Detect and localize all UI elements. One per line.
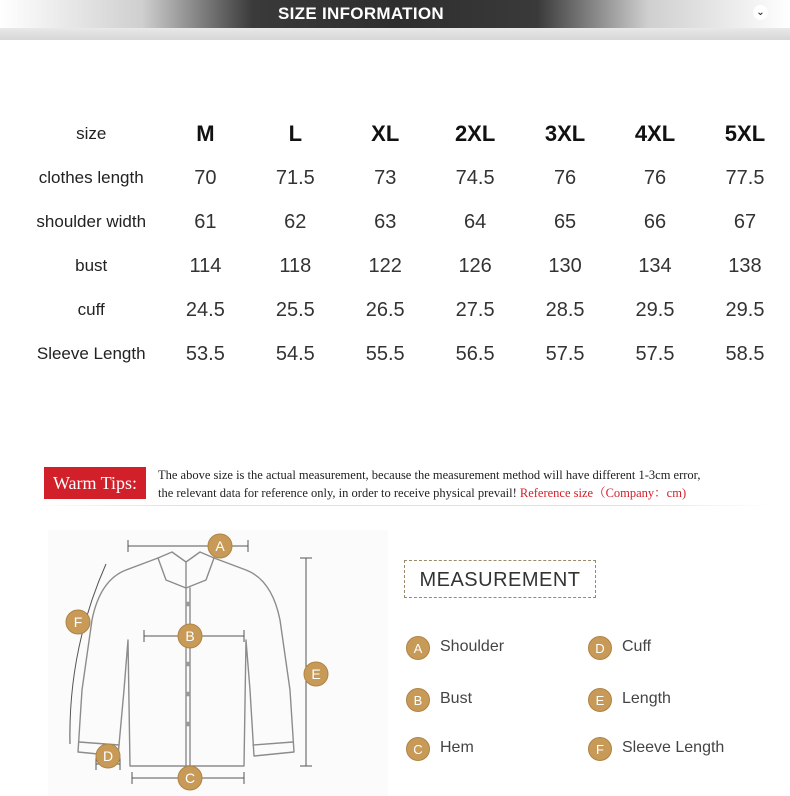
size-table xyxy=(22,112,790,376)
table-cell: 25.5 xyxy=(275,298,315,321)
column-header: 4XL xyxy=(634,121,676,146)
table-cell: 29.5 xyxy=(725,298,765,321)
warm-tips-badge: Warm Tips: xyxy=(44,467,146,499)
legend-marker: C xyxy=(406,737,430,761)
reference-note: Reference size（Company：cm) xyxy=(519,486,687,500)
table-cell: 63 xyxy=(374,210,397,233)
table-cell: 57.5 xyxy=(635,342,675,365)
table-cell: 64 xyxy=(464,210,487,233)
legend-label: Bust xyxy=(440,690,473,707)
table-cell: 76 xyxy=(643,166,667,189)
marker-F xyxy=(66,610,90,634)
row-label: shoulder width xyxy=(36,212,147,231)
table-cell: 70 xyxy=(194,166,217,189)
row-label: bust xyxy=(75,256,108,275)
row-label: clothes length xyxy=(38,168,144,187)
marker-C xyxy=(178,766,202,790)
table-cell: 74.5 xyxy=(455,166,495,189)
table-cell: 65 xyxy=(553,210,577,233)
legend-marker: F xyxy=(588,737,612,761)
table-cell: 54.5 xyxy=(275,342,315,365)
row-label: Sleeve Length xyxy=(36,344,146,363)
shirt-illustration xyxy=(48,530,388,796)
table-row xyxy=(22,156,790,200)
marker-E xyxy=(304,662,328,686)
svg-text:C: C xyxy=(184,770,196,786)
table-cell: 130 xyxy=(548,254,582,277)
svg-text:D: D xyxy=(102,748,114,764)
table-cell: 53.5 xyxy=(185,342,225,365)
legend-label: Cuff xyxy=(622,638,652,655)
table-row xyxy=(22,200,790,244)
legend-marker: A xyxy=(406,636,430,660)
tips-line-2: the relevant data for reference only, in order to receive physical prevail! xyxy=(158,486,517,500)
measurement-title: MEASUREMENT xyxy=(404,560,596,598)
table-cell: 58.5 xyxy=(725,342,765,365)
column-header: 2XL xyxy=(454,121,496,146)
legend-label: Hem xyxy=(440,739,474,756)
marker-A xyxy=(208,534,232,558)
table-cell: 29.5 xyxy=(635,298,675,321)
table-cell: 126 xyxy=(458,254,492,277)
table-cell: 57.5 xyxy=(545,342,585,365)
divider xyxy=(30,505,770,506)
marker-B xyxy=(178,624,202,648)
table-cell: 56.5 xyxy=(455,342,495,365)
column-header: M xyxy=(196,121,215,146)
legend-marker: E xyxy=(588,688,612,712)
column-header: XL xyxy=(371,121,400,146)
legend-marker: D xyxy=(588,636,612,660)
table-row xyxy=(22,244,790,288)
tips-line-1: The above size is the actual measurement, because the measurement method will have different 1-3cm error, xyxy=(158,468,701,482)
table-cell: 27.5 xyxy=(455,298,495,321)
row-label: cuff xyxy=(77,300,105,319)
tips-line-2-wrap xyxy=(158,484,778,502)
chevron-down-icon[interactable]: ⌄ xyxy=(753,5,768,20)
column-header: 5XL xyxy=(724,121,766,146)
column-header: 3XL xyxy=(544,121,586,146)
legend-label: Shoulder xyxy=(440,638,505,655)
shirt-diagram xyxy=(48,530,388,796)
table-cell: 62 xyxy=(284,210,307,233)
table-cell: 66 xyxy=(643,210,667,233)
table-row xyxy=(22,288,790,332)
table-cell: 26.5 xyxy=(365,298,405,321)
page-title: SIZE INFORMATION xyxy=(278,4,444,23)
table-cell: 61 xyxy=(194,210,217,233)
table-cell: 71.5 xyxy=(275,166,315,189)
svg-text:B: B xyxy=(185,628,195,644)
marker-D xyxy=(96,744,120,768)
table-cell: 118 xyxy=(279,254,312,277)
table-row xyxy=(22,332,790,376)
table-cell: 138 xyxy=(728,254,762,277)
table-cell: 77.5 xyxy=(725,166,765,189)
table-header-row xyxy=(22,112,790,156)
warm-tips-text xyxy=(158,466,778,502)
table-cell: 114 xyxy=(189,254,222,277)
svg-text:F: F xyxy=(73,614,83,630)
svg-text:A: A xyxy=(215,538,225,554)
header-banner xyxy=(0,0,790,40)
column-header: size xyxy=(76,124,107,143)
table-cell: 24.5 xyxy=(185,298,225,321)
svg-text:E: E xyxy=(311,666,321,682)
table-cell: 55.5 xyxy=(365,342,405,365)
table-cell: 28.5 xyxy=(545,298,585,321)
table-cell: 134 xyxy=(638,254,672,277)
table-cell: 73 xyxy=(374,166,397,189)
column-header: L xyxy=(288,121,303,146)
legend-marker: B xyxy=(406,688,430,712)
table-cell: 67 xyxy=(733,210,757,233)
table-cell: 76 xyxy=(553,166,577,189)
legend-label: Sleeve Length xyxy=(622,739,725,756)
legend-label: Length xyxy=(622,690,671,707)
table-cell: 122 xyxy=(368,254,402,277)
